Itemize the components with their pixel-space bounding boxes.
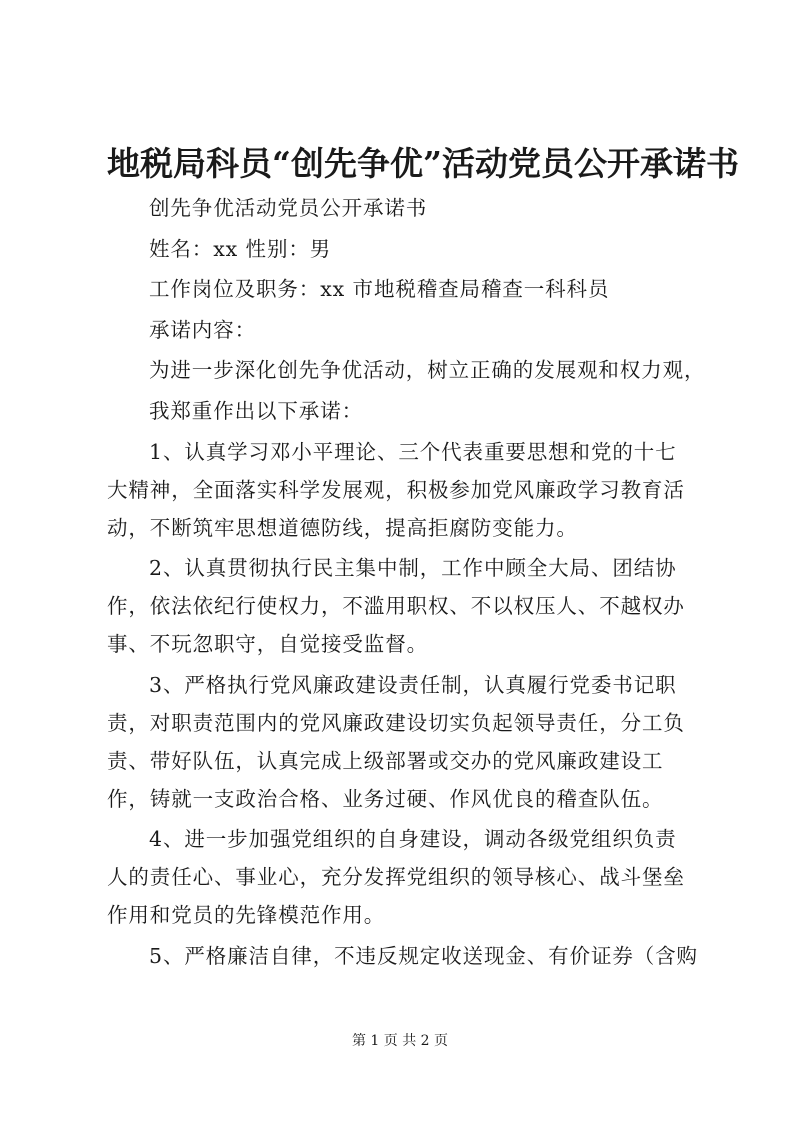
document-body	[107, 189, 706, 978]
paragraph-subtitle: 创先争优活动党员公开承诺书	[149, 196, 428, 220]
document-title: 地税局科员“创先争优”活动党员公开承诺书	[107, 144, 739, 183]
page-footer: 第 1 页 共 2 页	[351, 1033, 449, 1049]
paragraph-commitment-1: 1、认真学习邓小平理论、三个代表重要思想和党的十七大精神，全面落实科学发展观，积极参加党风廉政学习教育活动，不断筑牢思想道德防线，提高拒腐防变能力。	[107, 439, 685, 540]
paragraph-commitment-5: 5、严格廉洁自律，不违反规定收送现金、有价证券（含购	[149, 943, 698, 968]
paragraph-position: 工作岗位及职务：xx 市地税稽查局稽查一科科员	[149, 277, 610, 302]
paragraph-commitment-heading: 承诺内容：	[149, 317, 256, 342]
paragraph-intro: 为进一步深化创先争优活动，树立正确的发展观和权力观，	[149, 358, 706, 383]
paragraph-name-gender: 姓名：xx 性别：男	[149, 236, 332, 261]
paragraph-intro-continued: 我郑重作出以下承诺：	[149, 398, 363, 423]
paragraph-commitment-3: 3、严格执行党风廉政建设责任制，认真履行党委书记职责，对职责范围内的党风廉政建设切实负起领导责任，分工负责、带好队伍，认真完成上级部署或交办的党风廉政建设工作，铸就一支政治合格、业务过硬、作风优良的稽查队伍。	[107, 672, 685, 811]
paragraph-commitment-4: 4、进一步加强党组织的自身建设，调动各级党组织负责人的责任心、事业心，充分发挥党组织的领导核心、战斗堡垒作用和党员的先锋模范作用。	[107, 827, 685, 928]
paragraph-commitment-2: 2、认真贯彻执行民主集中制，工作中顾全大局、团结协作，依法依纪行使权力，不滥用职权、不以权压人、不越权办事、不玩忽职守，自觉接受监督。	[107, 556, 685, 657]
